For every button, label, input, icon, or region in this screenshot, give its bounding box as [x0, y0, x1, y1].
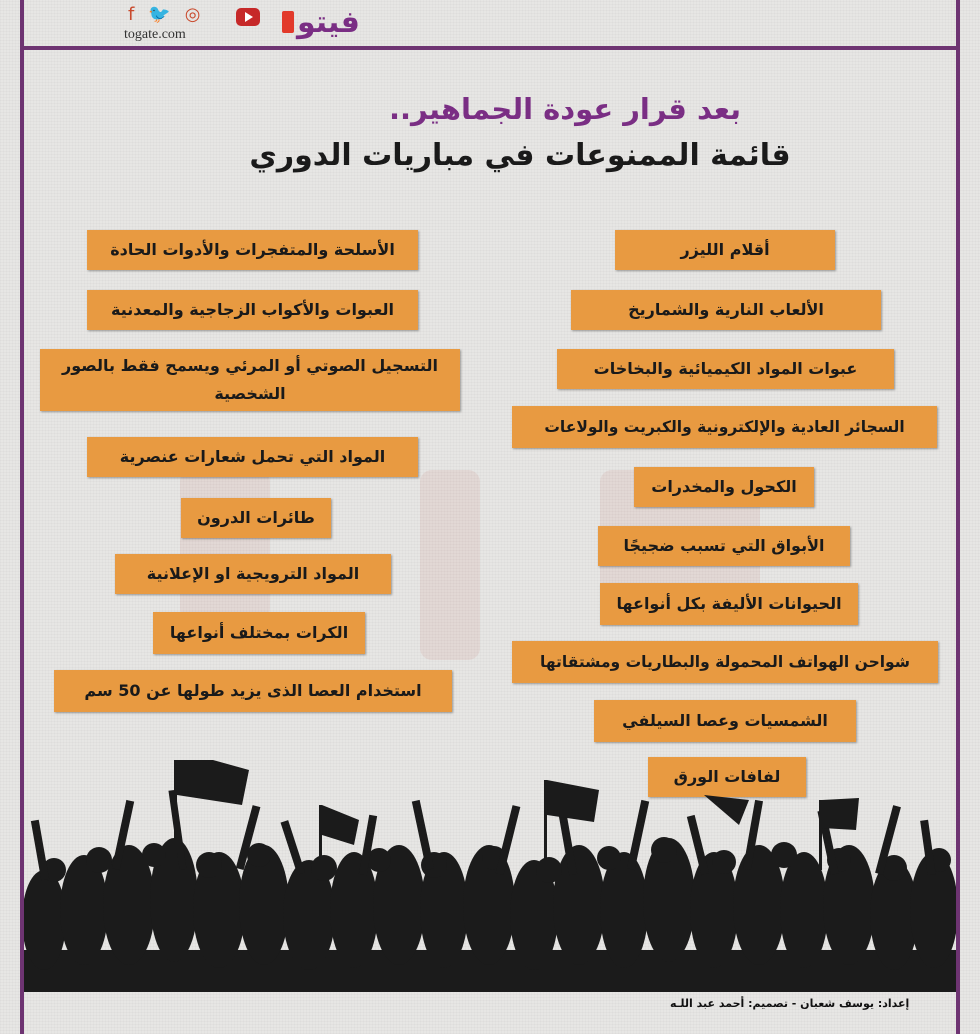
- banned-item: الشمسيات وعصا السيلفي: [594, 700, 856, 742]
- banned-item: الكرات بمختلف أنواعها: [153, 612, 365, 654]
- banned-item: شواحن الهواتف المحمولة والبطاريات ومشتقاتها: [512, 641, 938, 683]
- banned-item: طائرات الدرون: [181, 498, 331, 538]
- logo-text: فيتو: [297, 4, 360, 40]
- banned-item: استخدام العصا الذى يزيد طولها عن 50 سم: [54, 670, 452, 712]
- banned-item: الألعاب النارية والشماريخ: [571, 290, 881, 330]
- banned-item: العبوات والأكواب الزجاجية والمعدنية: [87, 290, 418, 330]
- banned-item: المواد الترويجية او الإعلانية: [115, 554, 391, 594]
- twitter-icon[interactable]: 🐦: [148, 4, 171, 25]
- banned-item: السجائر العادية والإلكترونية والكبريت والولاعات: [512, 406, 937, 448]
- banned-item: المواد التي تحمل شعارات عنصرية: [87, 437, 418, 477]
- frame-top-border: [20, 46, 960, 50]
- crowd-silhouette: [24, 760, 956, 992]
- logo-accent-bar: [282, 11, 294, 33]
- facebook-icon[interactable]: f: [128, 4, 135, 25]
- banned-item: الكحول والمخدرات: [634, 467, 814, 507]
- headline-line-1: بعد قرار عودة الجماهير..: [388, 92, 742, 126]
- banned-item: التسجيل الصوتي أو المرئي ويسمح فقط بالصور الشخصية: [40, 349, 460, 411]
- banned-item: الأبواق التي تسبب ضجيجًا: [598, 526, 850, 566]
- header-bar: [24, 0, 956, 46]
- brand-logo[interactable]: [279, 2, 360, 42]
- credits-line: إعداد: يوسف شعبان - تصميم: أحمد عبد اللـه: [670, 997, 910, 1010]
- banned-item: لفافات الورق: [648, 757, 806, 797]
- site-url[interactable]: togate.com: [124, 27, 186, 42]
- banned-item: عبوات المواد الكيميائية والبخاخات: [557, 349, 894, 389]
- headline-line-2: قائمة الممنوعات في مباريات الدوري: [249, 138, 791, 173]
- instagram-icon[interactable]: ◎: [184, 4, 201, 25]
- banned-item: الأسلحة والمتفجرات والأدوات الحادة: [87, 230, 418, 270]
- social-icons: [128, 6, 200, 24]
- banned-item: الحيوانات الأليفة بكل أنواعها: [600, 583, 858, 625]
- banned-item: أقلام الليزر: [615, 230, 835, 270]
- youtube-icon[interactable]: [236, 8, 260, 26]
